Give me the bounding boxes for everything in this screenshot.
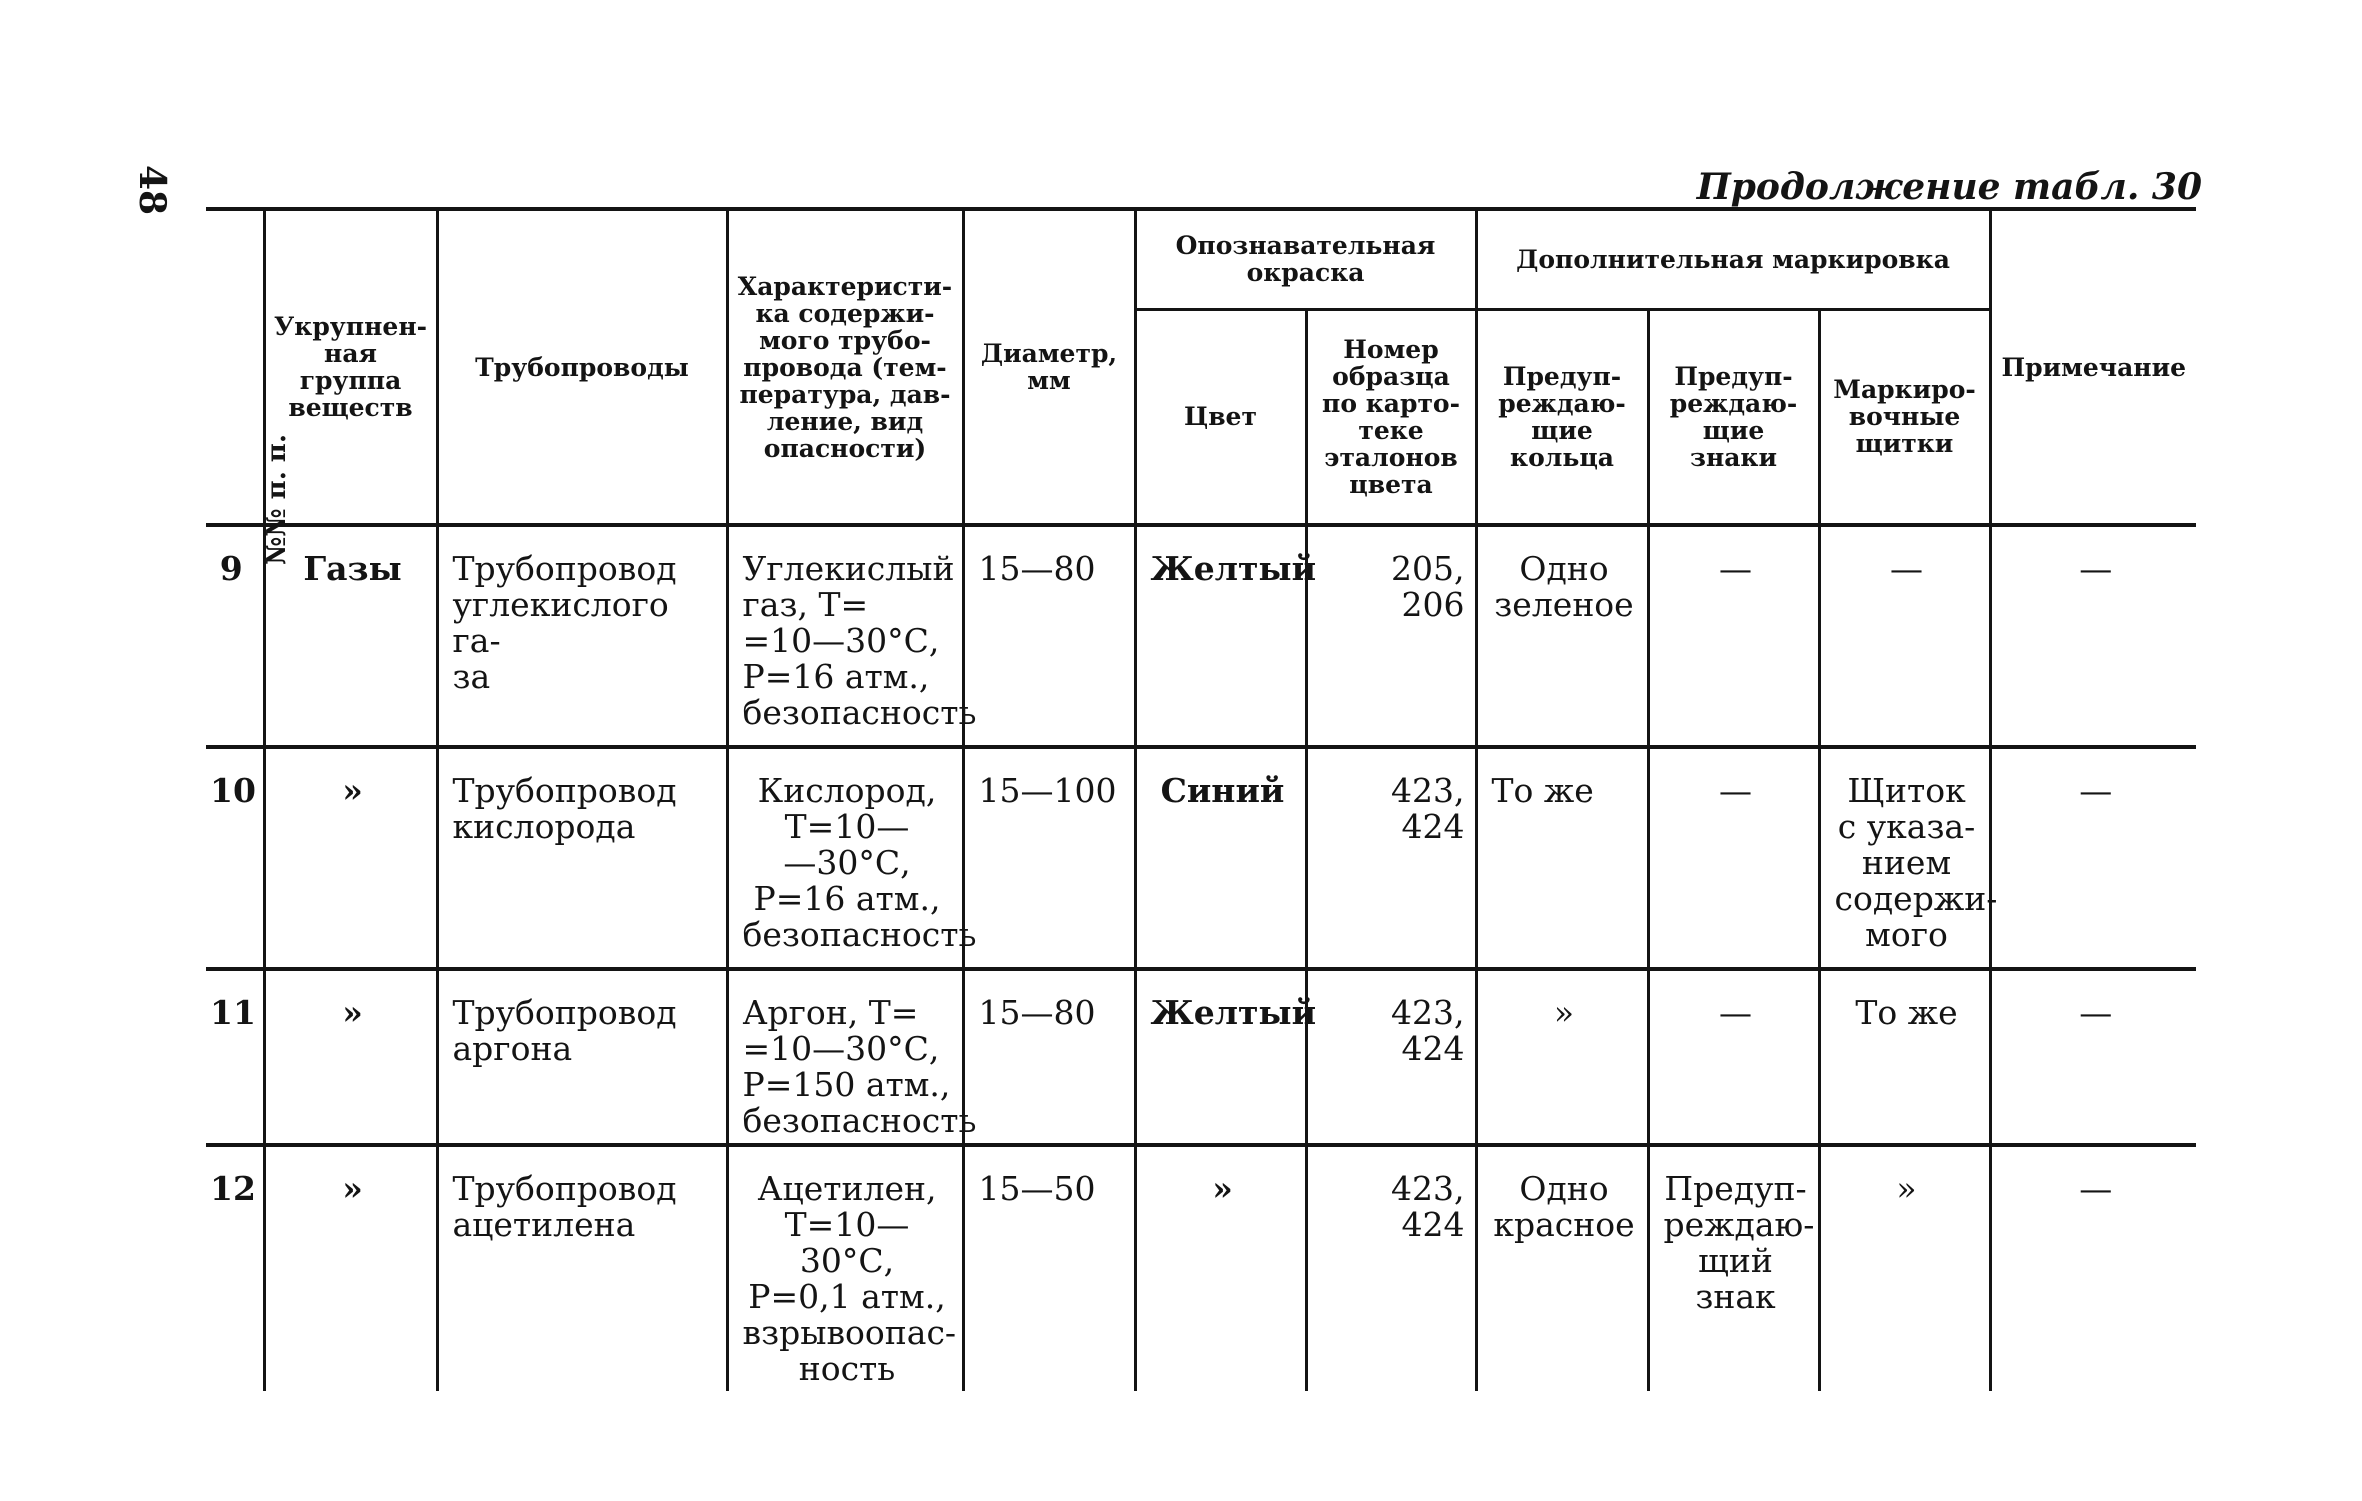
cell-diameter: 15—80 bbox=[963, 969, 1135, 1145]
cell-warn-rings: » bbox=[1476, 969, 1648, 1145]
cell-marking-plates: » bbox=[1819, 1145, 1990, 1391]
table-row bbox=[206, 969, 2196, 1145]
header-marking-plates bbox=[1819, 309, 1990, 525]
cell-pipeline: Трубопровод углекислого га- за bbox=[437, 525, 727, 747]
table-continuation-title: Продолжение табл. 30 bbox=[1696, 166, 2202, 208]
table-row bbox=[206, 525, 2196, 747]
header-diameter bbox=[963, 209, 1135, 525]
cell-group: » bbox=[264, 969, 437, 1145]
header-group-label: Укрупнен- ная группа веществ bbox=[273, 312, 427, 422]
cell-diameter: 15—50 bbox=[963, 1145, 1135, 1391]
header-pipelines bbox=[437, 209, 727, 525]
header-note-label: Примечание bbox=[2001, 352, 2187, 382]
cell-characteristic: Кислород, T=10— —30°С, P=16 атм., безопасность bbox=[727, 747, 963, 969]
header-warn-rings-label: Предуп- реждаю- щие кольца bbox=[1498, 361, 1626, 472]
header-npp-label: №№ п. п. bbox=[261, 434, 292, 565]
header-sample-no-label: Номер образца по карто- теке эталонов цвета bbox=[1322, 334, 1460, 499]
cell-pipeline: Трубопровод ацетилена bbox=[437, 1145, 727, 1391]
cell-sample: 423, 424 bbox=[1306, 747, 1476, 969]
cell-group: » bbox=[264, 747, 437, 969]
header-warn-signs-label: Предуп- реждаю- щие знаки bbox=[1669, 361, 1798, 472]
cell-warn-signs: — bbox=[1648, 525, 1819, 747]
header-color-label: Цвет bbox=[1184, 402, 1257, 432]
cell-sample: 423, 424 bbox=[1306, 969, 1476, 1145]
cell-warn-signs: — bbox=[1648, 969, 1819, 1145]
header-characteristic bbox=[727, 209, 963, 525]
header-marking-plates-label: Маркиро- вочные щитки bbox=[1833, 375, 1976, 459]
cell-warn-signs: — bbox=[1648, 747, 1819, 969]
cell-marking-plates: Щиток с указа- нием содержи- мого bbox=[1819, 747, 1990, 969]
cell-color: Синий bbox=[1135, 747, 1306, 969]
table-row bbox=[206, 1145, 2196, 1391]
cell-color: Желтый bbox=[1135, 525, 1306, 747]
header-warn-signs bbox=[1648, 309, 1819, 525]
cell-warn-rings: Одно зеленое bbox=[1476, 525, 1648, 747]
header-characteristic-label: Характеристи- ка содержи- мого трубо- провода (тем- пература, дав- ление, вид опасности) bbox=[737, 271, 953, 463]
cell-num: 12 bbox=[206, 1145, 264, 1391]
header-npp bbox=[206, 209, 292, 565]
cell-diameter: 15—100 bbox=[963, 747, 1135, 969]
header-pipelines-label: Трубопроводы bbox=[475, 352, 689, 382]
cell-group: Газы bbox=[264, 525, 437, 747]
cell-characteristic: Аргон, T= =10—30°С, P=150 атм., безопасность bbox=[727, 969, 963, 1145]
header-row bbox=[206, 209, 2196, 309]
header-diameter-label: Диаметр, мм bbox=[980, 339, 1118, 395]
header-extra-marking-label: Дополнительная маркировка bbox=[1516, 244, 1950, 274]
cell-marking-plates: То же bbox=[1819, 969, 1990, 1145]
data-table bbox=[206, 207, 2196, 1391]
header-sample-no bbox=[1306, 309, 1476, 525]
cell-sample: 205, 206 bbox=[1306, 525, 1476, 747]
header-ident-color bbox=[1135, 209, 1476, 309]
header-note bbox=[1990, 209, 2196, 525]
cell-characteristic: Ацетилен, T=10—30°С, P=0,1 атм., взрывоопас- ность bbox=[727, 1145, 963, 1391]
header-color bbox=[1135, 309, 1306, 525]
cell-num: 9 bbox=[206, 525, 264, 747]
cell-note: — bbox=[1990, 525, 2196, 747]
cell-note: — bbox=[1990, 969, 2196, 1145]
header-ident-color-label: Опознавательная окраска bbox=[1175, 231, 1436, 288]
cell-sample: 423, 424 bbox=[1306, 1145, 1476, 1391]
cell-num: 10 bbox=[206, 747, 264, 969]
cell-color: » bbox=[1135, 1145, 1306, 1391]
header-extra-marking bbox=[1476, 209, 1990, 309]
cell-warn-rings: Одно красное bbox=[1476, 1145, 1648, 1391]
page-number: 48 bbox=[131, 164, 173, 216]
cell-note: — bbox=[1990, 747, 2196, 969]
cell-note: — bbox=[1990, 1145, 2196, 1391]
cell-diameter: 15—80 bbox=[963, 525, 1135, 747]
cell-pipeline: Трубопровод кислорода bbox=[437, 747, 727, 969]
header-warn-rings bbox=[1476, 309, 1648, 525]
cell-group: » bbox=[264, 1145, 437, 1391]
cell-color: Желтый bbox=[1135, 969, 1306, 1145]
cell-marking-plates: — bbox=[1819, 525, 1990, 747]
cell-characteristic: Углекислый газ, T= =10—30°С, P=16 атм., безопасность bbox=[727, 525, 963, 747]
table-row bbox=[206, 747, 2196, 969]
cell-warn-signs: Предуп- реждаю- щий знак bbox=[1648, 1145, 1819, 1391]
cell-warn-rings: То же bbox=[1476, 747, 1648, 969]
cell-pipeline: Трубопровод аргона bbox=[437, 969, 727, 1145]
cell-num: 11 bbox=[206, 969, 264, 1145]
